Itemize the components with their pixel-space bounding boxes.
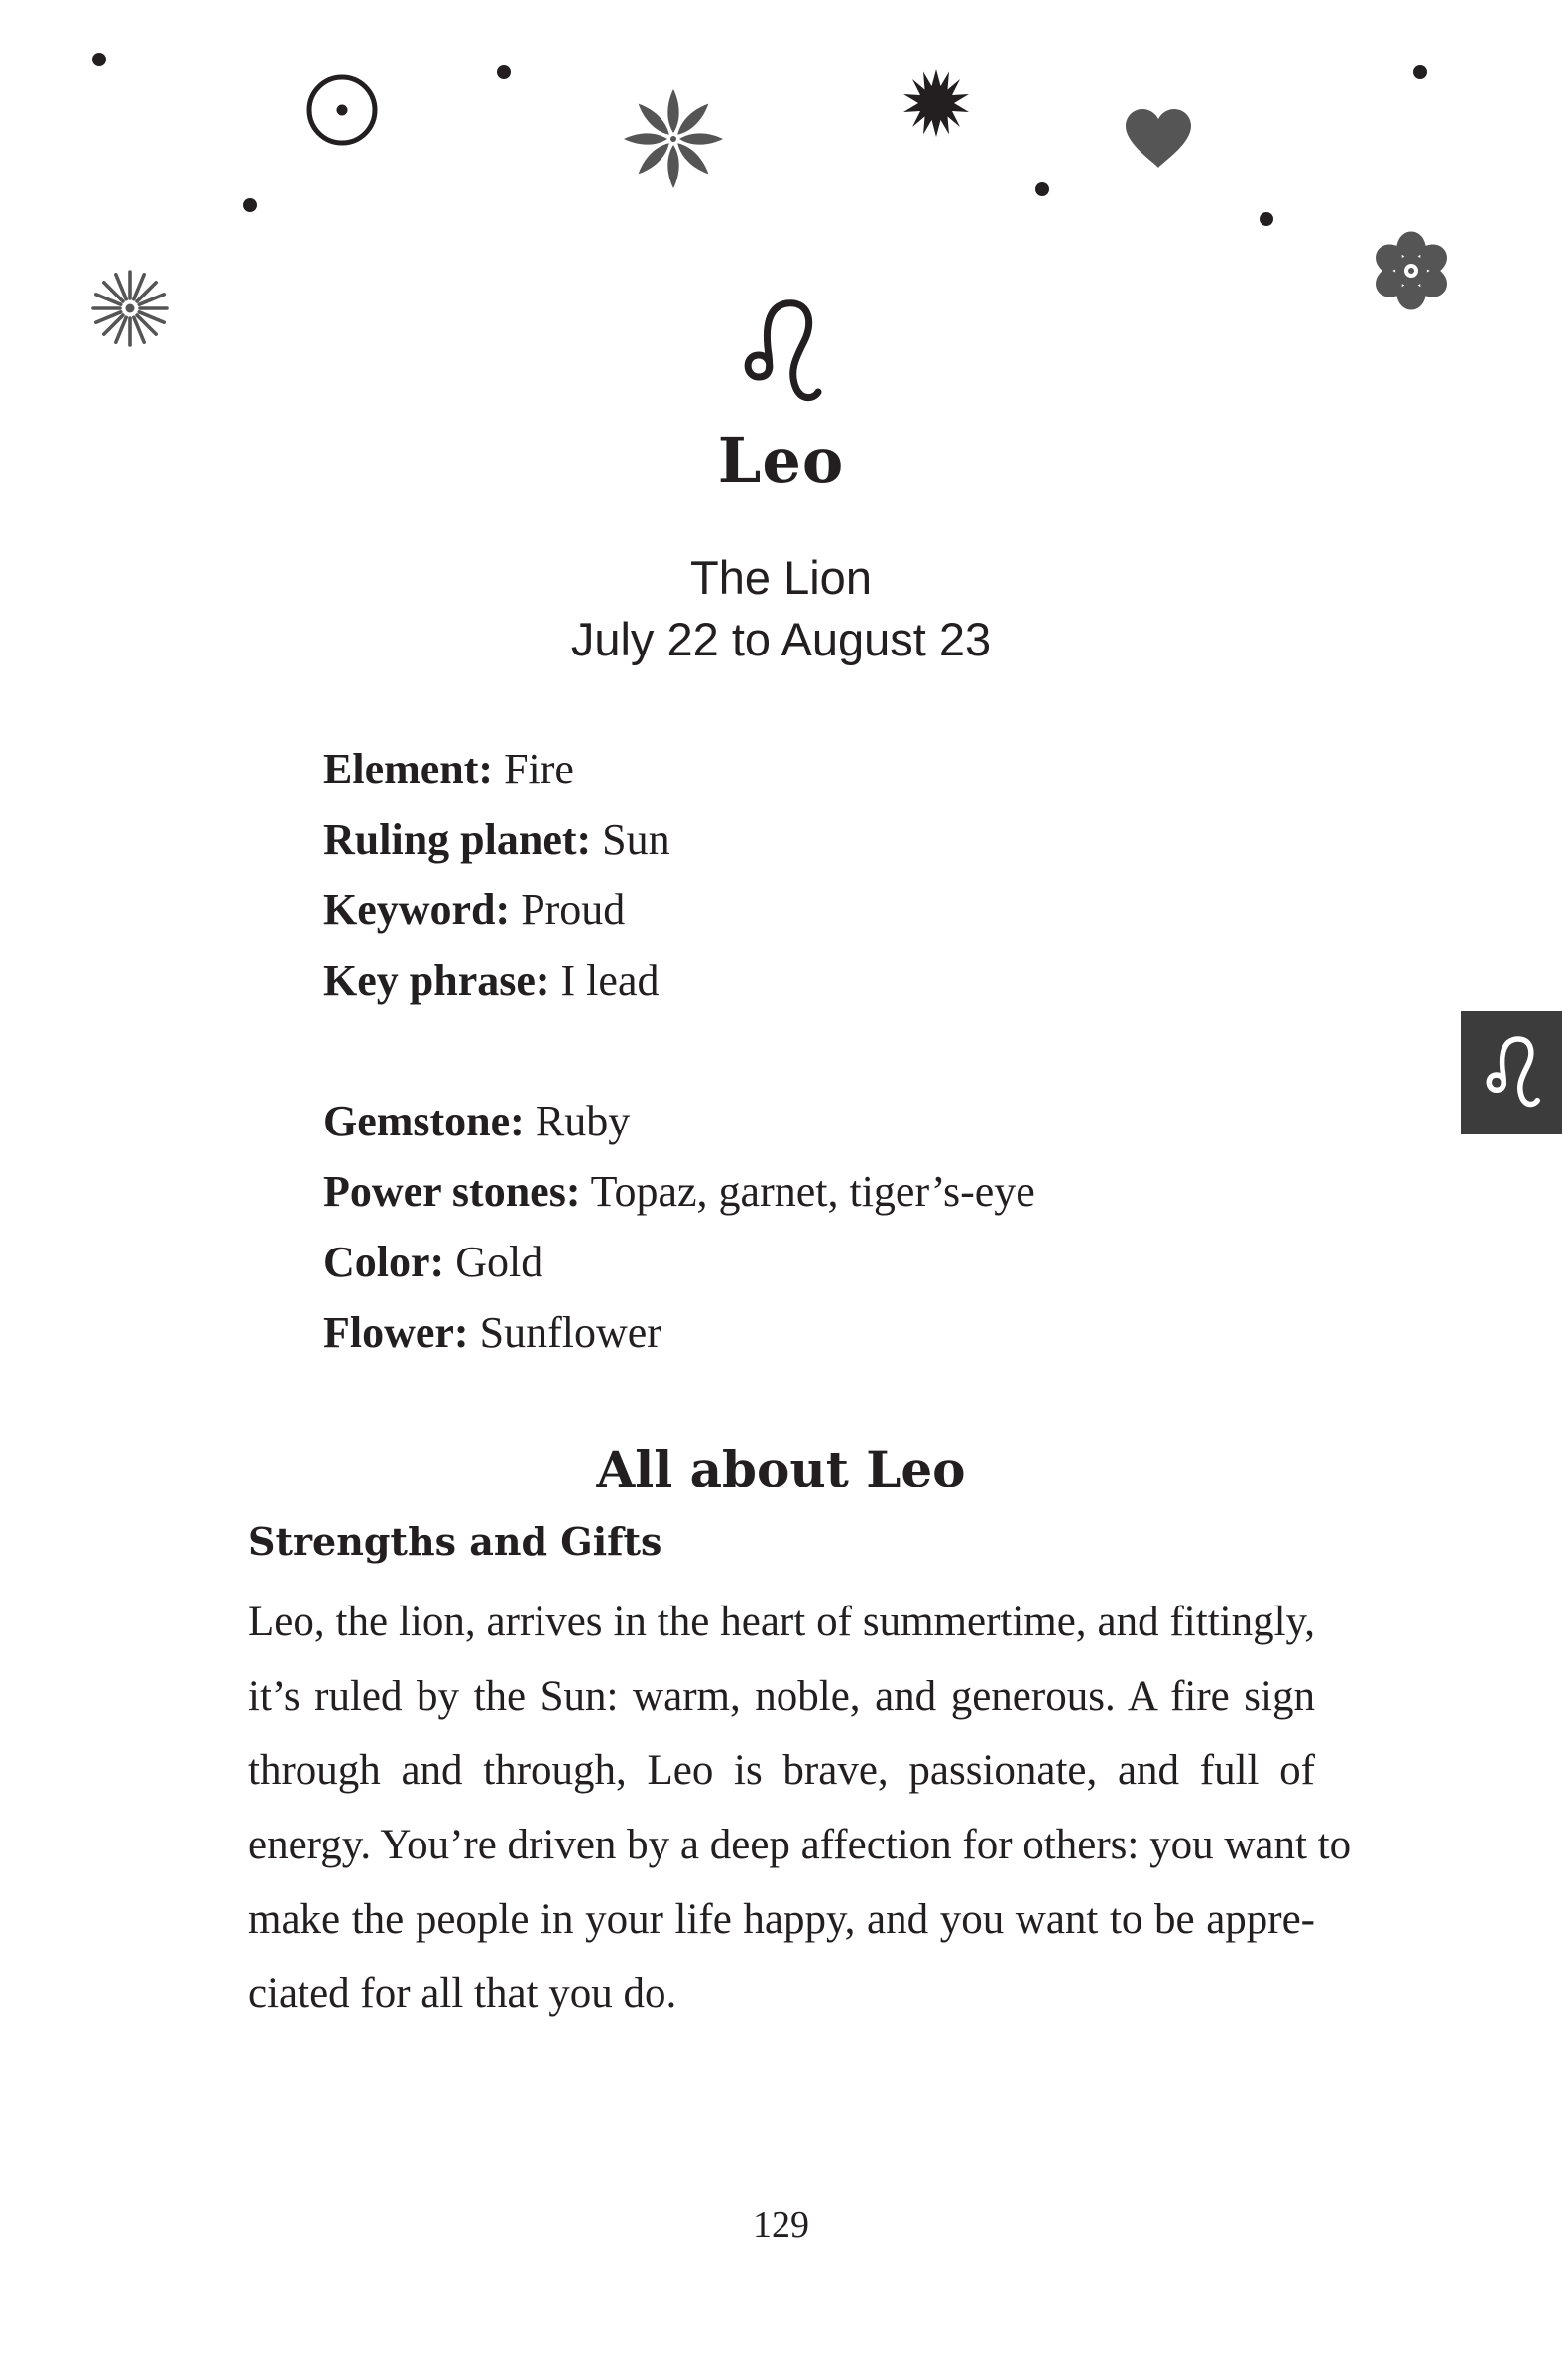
fact-gemstone: Gemstone: Ruby — [323, 1097, 631, 1145]
decor-dot — [497, 65, 511, 79]
leo-symbol-icon — [1483, 1031, 1540, 1115]
starburst-icon — [901, 68, 971, 138]
decor-dot — [243, 198, 257, 212]
paragraph-line: through and through, Leo is brave, passionate, and full of — [248, 1747, 1315, 1794]
section-subheading: Strengths and Gifts — [248, 1519, 662, 1564]
decor-dot — [1260, 212, 1273, 226]
section-heading: All about Leo — [596, 1440, 966, 1498]
fact-flower: Flower: Sunflower — [323, 1308, 661, 1357]
paragraph-line: make the people in your life happy, and you want to be appre- — [248, 1896, 1315, 1943]
leo-thumb-tab[interactable] — [1461, 1012, 1562, 1134]
paragraph-line: energy. You’re driven by a deep affection for others: you want to — [248, 1822, 1352, 1868]
sparkle-icon — [90, 269, 170, 348]
flower-icon — [622, 87, 725, 190]
fact-ruling-planet: Ruling planet: Sun — [323, 815, 670, 864]
decor-dot — [1035, 182, 1049, 196]
sign-dates: July 22 to August 23 — [570, 613, 992, 665]
facts-list — [323, 734, 1315, 1368]
page-number: 129 — [753, 2204, 809, 2246]
paragraph-line: it’s ruled by the Sun: warm, noble, and generous. A fire sign — [248, 1673, 1315, 1720]
fact-element: Element: Fire — [323, 745, 574, 793]
fact-power-stones: Power stones: Topaz, garnet, tiger’s-eye — [323, 1167, 1035, 1216]
fact-color: Color: Gold — [323, 1238, 543, 1286]
fact-keyword: Keyword: Proud — [323, 886, 626, 934]
sun-icon — [304, 72, 380, 148]
page-title: Leo — [717, 424, 845, 497]
leo-symbol-icon — [739, 298, 822, 407]
body-paragraph — [248, 1585, 1352, 2031]
heart-icon — [1124, 108, 1193, 170]
paragraph-line: ciated for all that you do. — [248, 1970, 677, 2017]
paragraph-line: Leo, the lion, arrives in the heart of summertime, and fittingly, — [248, 1599, 1315, 1645]
facts-spacer — [323, 1015, 1315, 1086]
sign-subtitle: The Lion — [690, 551, 872, 604]
decor-dot — [1413, 65, 1427, 79]
fact-key-phrase: Key phrase: I lead — [323, 956, 660, 1005]
decor-dot — [92, 53, 106, 66]
dahlia-icon — [1361, 220, 1462, 321]
